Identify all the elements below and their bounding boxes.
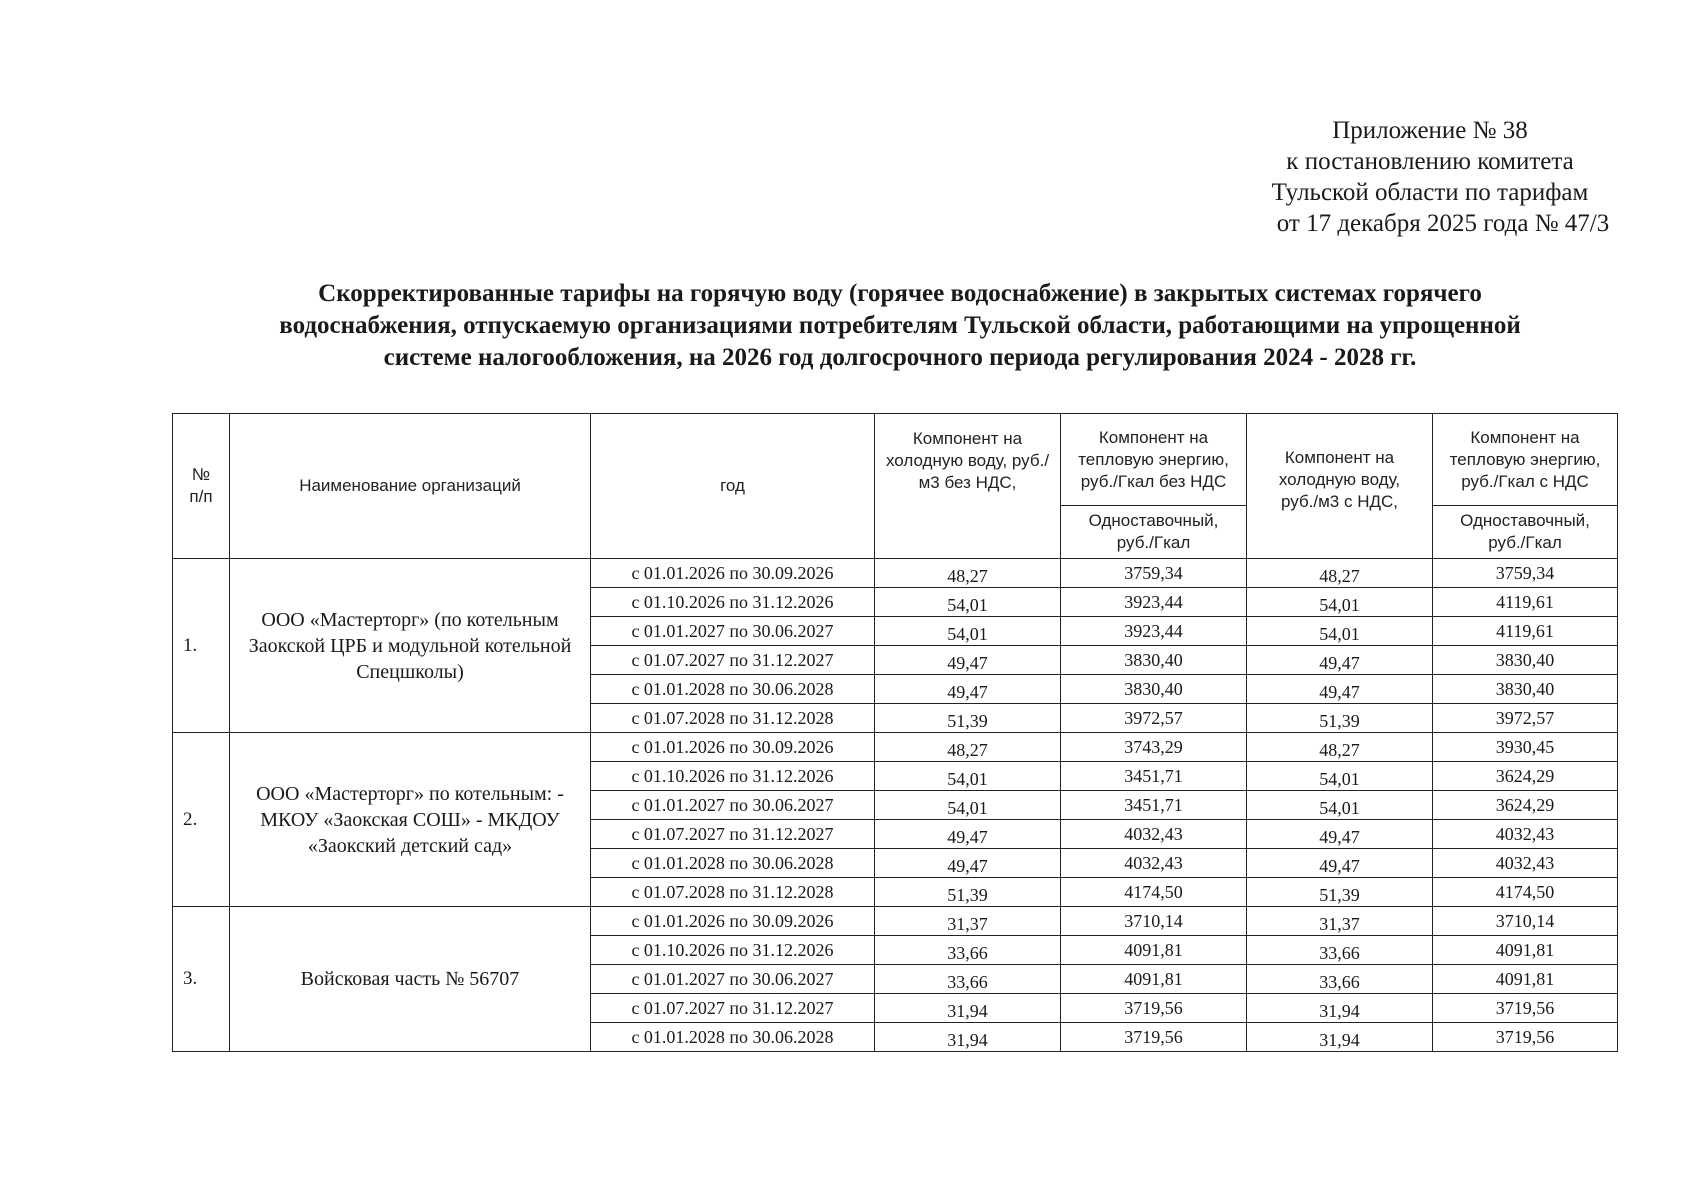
heat-energy-no-vat-cell: 3830,40 bbox=[1061, 646, 1247, 675]
cold-water-vat-cell: 33,66 bbox=[1247, 965, 1433, 994]
cold-water-no-vat-cell: 51,39 bbox=[875, 878, 1061, 907]
cold-water-no-vat-cell: 31,94 bbox=[875, 994, 1061, 1023]
cold-water-vat-cell: 31,94 bbox=[1247, 1023, 1433, 1052]
cold-water-no-vat-cell: 49,47 bbox=[875, 675, 1061, 704]
appendix-number: Приложение № 38 bbox=[1332, 117, 1528, 144]
heat-energy-no-vat-cell: 3923,44 bbox=[1061, 617, 1247, 646]
period-cell: с 01.01.2026 по 30.09.2026 bbox=[591, 733, 875, 762]
header-cold-water-vat: Компонент на холодную воду, руб./м3 с НДС, bbox=[1247, 414, 1433, 559]
cold-water-no-vat-cell: 48,27 bbox=[875, 733, 1061, 762]
heat-energy-vat-cell: 3830,40 bbox=[1433, 675, 1618, 704]
cold-water-no-vat-cell: 31,94 bbox=[875, 1023, 1061, 1052]
document-title-line: Скорректированные тарифы на горячую воду (горячее водоснабжение) в закрытых системах горячего bbox=[318, 280, 1482, 307]
row-number: 2. bbox=[173, 733, 230, 907]
header-num: № п/п bbox=[173, 414, 230, 559]
appendix-block bbox=[1230, 115, 1630, 239]
table-row bbox=[173, 559, 1618, 588]
heat-energy-vat-cell: 4174,50 bbox=[1433, 878, 1618, 907]
header-single-rate: Одноставочный, руб./Гкал bbox=[1433, 506, 1618, 559]
cold-water-vat-cell: 48,27 bbox=[1247, 733, 1433, 762]
heat-energy-vat-cell: 3710,14 bbox=[1433, 907, 1618, 936]
cold-water-no-vat-cell: 48,27 bbox=[875, 559, 1061, 588]
cold-water-vat-cell: 51,39 bbox=[1247, 704, 1433, 733]
heat-energy-vat-cell: 4119,61 bbox=[1433, 588, 1618, 617]
cold-water-vat-cell: 31,94 bbox=[1247, 994, 1433, 1023]
heat-energy-no-vat-cell: 3759,34 bbox=[1061, 559, 1247, 588]
heat-energy-no-vat-cell: 3719,56 bbox=[1061, 994, 1247, 1023]
header-organization: Наименование организаций bbox=[230, 414, 591, 559]
header-single-rate: Одноставочный, руб./Гкал bbox=[1061, 506, 1247, 559]
cold-water-vat-cell: 48,27 bbox=[1247, 559, 1433, 588]
cold-water-vat-cell: 49,47 bbox=[1247, 820, 1433, 849]
cold-water-no-vat-cell: 54,01 bbox=[875, 791, 1061, 820]
heat-energy-vat-cell: 3624,29 bbox=[1433, 762, 1618, 791]
cold-water-vat-cell: 49,47 bbox=[1247, 675, 1433, 704]
heat-energy-vat-cell: 3759,34 bbox=[1433, 559, 1618, 588]
header-cold-water-no-vat: Компонент на холодную воду, руб./м3 без НДС, bbox=[875, 414, 1061, 559]
period-cell: с 01.07.2027 по 31.12.2027 bbox=[591, 820, 875, 849]
table-header bbox=[173, 414, 1618, 559]
heat-energy-vat-cell: 3624,29 bbox=[1433, 791, 1618, 820]
header-year: год bbox=[591, 414, 875, 559]
table-row bbox=[173, 733, 1618, 762]
header-heat-energy-vat: Компонент на тепловую энергию, руб./Гкал с НДС bbox=[1433, 414, 1618, 506]
period-cell: с 01.01.2026 по 30.09.2026 bbox=[591, 559, 875, 588]
cold-water-no-vat-cell: 33,66 bbox=[875, 936, 1061, 965]
period-cell: с 01.01.2028 по 30.06.2028 bbox=[591, 675, 875, 704]
heat-energy-vat-cell: 4091,81 bbox=[1433, 936, 1618, 965]
cold-water-no-vat-cell: 33,66 bbox=[875, 965, 1061, 994]
period-cell: с 01.01.2026 по 30.09.2026 bbox=[591, 907, 875, 936]
period-cell: с 01.10.2026 по 31.12.2026 bbox=[591, 762, 875, 791]
row-number: 3. bbox=[173, 907, 230, 1052]
heat-energy-no-vat-cell: 3923,44 bbox=[1061, 588, 1247, 617]
table-row bbox=[173, 907, 1618, 936]
cold-water-no-vat-cell: 49,47 bbox=[875, 646, 1061, 675]
period-cell: с 01.07.2027 по 31.12.2027 bbox=[591, 994, 875, 1023]
cold-water-vat-cell: 49,47 bbox=[1247, 849, 1433, 878]
cold-water-no-vat-cell: 31,37 bbox=[875, 907, 1061, 936]
appendix-date: от 17 декабря 2025 года № 47/3 bbox=[1276, 210, 1610, 237]
document-title-line: водоснабжения, отпускаемую организациями потребителям Тульской области, работающими на упрощенной bbox=[279, 312, 1521, 339]
heat-energy-vat-cell: 4091,81 bbox=[1433, 965, 1618, 994]
period-cell: с 01.10.2026 по 31.12.2026 bbox=[591, 588, 875, 617]
heat-energy-vat-cell: 4032,43 bbox=[1433, 849, 1618, 878]
period-cell: с 01.01.2027 по 30.06.2027 bbox=[591, 617, 875, 646]
period-cell: с 01.07.2028 по 31.12.2028 bbox=[591, 704, 875, 733]
cold-water-no-vat-cell: 54,01 bbox=[875, 762, 1061, 791]
heat-energy-vat-cell: 4119,61 bbox=[1433, 617, 1618, 646]
heat-energy-no-vat-cell: 3719,56 bbox=[1061, 1023, 1247, 1052]
heat-energy-no-vat-cell: 4032,43 bbox=[1061, 849, 1247, 878]
cold-water-vat-cell: 51,39 bbox=[1247, 878, 1433, 907]
period-cell: с 01.01.2027 по 30.06.2027 bbox=[591, 791, 875, 820]
period-cell: с 01.01.2028 по 30.06.2028 bbox=[591, 1023, 875, 1052]
heat-energy-no-vat-cell: 3830,40 bbox=[1061, 675, 1247, 704]
document-title-line: системе налогообложения, на 2026 год долгосрочного периода регулирования 2024 - 2028 гг. bbox=[383, 344, 1417, 371]
heat-energy-vat-cell: 3930,45 bbox=[1433, 733, 1618, 762]
heat-energy-vat-cell: 3719,56 bbox=[1433, 1023, 1618, 1052]
cold-water-no-vat-cell: 49,47 bbox=[875, 849, 1061, 878]
cold-water-no-vat-cell: 54,01 bbox=[875, 617, 1061, 646]
organization-name: Войсковая часть № 56707 bbox=[230, 907, 591, 1052]
cold-water-no-vat-cell: 54,01 bbox=[875, 588, 1061, 617]
period-cell: с 01.10.2026 по 31.12.2026 bbox=[591, 936, 875, 965]
heat-energy-vat-cell: 3972,57 bbox=[1433, 704, 1618, 733]
heat-energy-vat-cell: 3830,40 bbox=[1433, 646, 1618, 675]
cold-water-vat-cell: 54,01 bbox=[1247, 617, 1433, 646]
period-cell: с 01.07.2027 по 31.12.2027 bbox=[591, 646, 875, 675]
heat-energy-no-vat-cell: 3710,14 bbox=[1061, 907, 1247, 936]
cold-water-vat-cell: 31,37 bbox=[1247, 907, 1433, 936]
period-cell: с 01.01.2028 по 30.06.2028 bbox=[591, 849, 875, 878]
tariff-table bbox=[172, 413, 1618, 1052]
heat-energy-vat-cell: 3719,56 bbox=[1433, 994, 1618, 1023]
organization-name: ООО «Мастерторг» (по котельным Заокской ЦРБ и модульной котельной Спецшколы) bbox=[230, 559, 591, 733]
appendix-ref-line: к постановлению комитета bbox=[1286, 148, 1574, 175]
cold-water-vat-cell: 54,01 bbox=[1247, 791, 1433, 820]
cold-water-vat-cell: 33,66 bbox=[1247, 936, 1433, 965]
heat-energy-no-vat-cell: 3451,71 bbox=[1061, 762, 1247, 791]
table-body bbox=[173, 559, 1618, 1052]
cold-water-vat-cell: 54,01 bbox=[1247, 762, 1433, 791]
cold-water-vat-cell: 49,47 bbox=[1247, 646, 1433, 675]
heat-energy-no-vat-cell: 3451,71 bbox=[1061, 791, 1247, 820]
heat-energy-no-vat-cell: 4032,43 bbox=[1061, 820, 1247, 849]
header-heat-energy-no-vat: Компонент на тепловую энергию, руб./Гкал без НДС bbox=[1061, 414, 1247, 506]
period-cell: с 01.01.2027 по 30.06.2027 bbox=[591, 965, 875, 994]
cold-water-vat-cell: 54,01 bbox=[1247, 588, 1433, 617]
cold-water-no-vat-cell: 49,47 bbox=[875, 820, 1061, 849]
document-title bbox=[170, 278, 1630, 374]
heat-energy-vat-cell: 4032,43 bbox=[1433, 820, 1618, 849]
heat-energy-no-vat-cell: 4091,81 bbox=[1061, 936, 1247, 965]
organization-name: ООО «Мастерторг» по котельным: - МКОУ «Заокская СОШ» - МКДОУ «Заокский детский сад» bbox=[230, 733, 591, 907]
heat-energy-no-vat-cell: 4174,50 bbox=[1061, 878, 1247, 907]
heat-energy-no-vat-cell: 3743,29 bbox=[1061, 733, 1247, 762]
cold-water-no-vat-cell: 51,39 bbox=[875, 704, 1061, 733]
period-cell: с 01.07.2028 по 31.12.2028 bbox=[591, 878, 875, 907]
heat-energy-no-vat-cell: 4091,81 bbox=[1061, 965, 1247, 994]
row-number: 1. bbox=[173, 559, 230, 733]
appendix-ref-line: Тульской области по тарифам bbox=[1271, 179, 1589, 206]
heat-energy-no-vat-cell: 3972,57 bbox=[1061, 704, 1247, 733]
